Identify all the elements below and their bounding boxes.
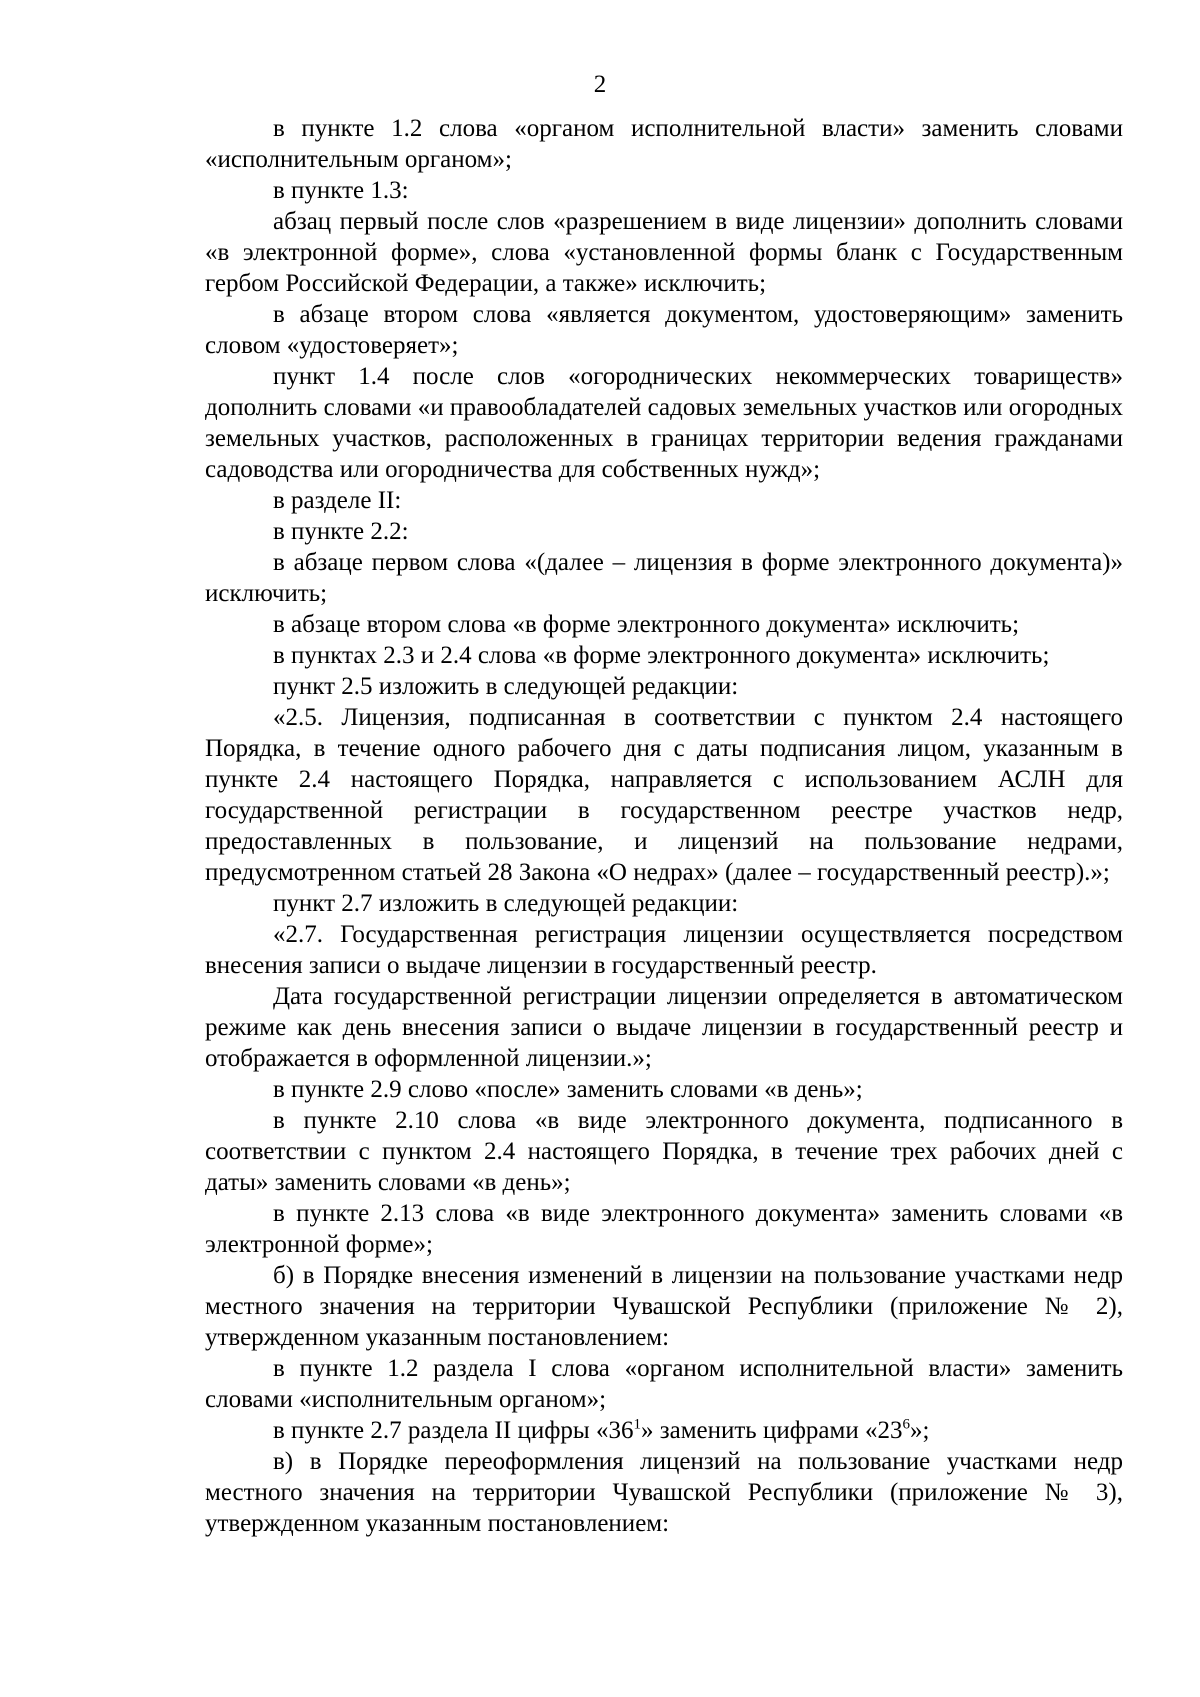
paragraph: в пункте 1.3: <box>273 177 409 204</box>
paragraph: в пункте 2.10 слова «в виде электронного документа, подписанного в соответствии с пунктом 2.4 настоящего Порядка, в течение трех рабочих дней с даты» заменить словами «в день»; <box>205 1107 1123 1196</box>
paragraph: в пункте 2.2: <box>273 518 409 545</box>
paragraph: в пункте 2.9 слово «после» заменить словами «в день»; <box>273 1076 863 1103</box>
paragraph: «2.7. Государственная регистрация лицензии осуществляется посредством внесения записи о выдаче лицензии в государственный реестр. <box>205 921 1123 979</box>
superscript-1: 1 <box>633 1416 641 1433</box>
paragraph: пункт 2.5 изложить в следующей редакции: <box>273 673 739 700</box>
digits-text-middle: » заменить цифрами «23 <box>640 1417 903 1444</box>
digits-paragraph <box>205 1415 1123 1446</box>
paragraph: в пунктах 2.3 и 2.4 слова «в форме электронного документа» исключить; <box>273 642 1050 669</box>
document-body <box>205 113 1123 1539</box>
paragraph: б) в Порядке внесения изменений в лицензии на пользование участками недр местного значения на территории Чувашской Республики (приложение № 2), утвержденном указанным постановлением: <box>205 1262 1123 1351</box>
superscript-6: 6 <box>902 1416 910 1433</box>
paragraph: в пункте 2.13 слова «в виде электронного документа» заменить словами «в электронной форме»; <box>205 1200 1123 1258</box>
paragraph: в пункте 1.2 слова «органом исполнительной власти» заменить словами «исполнительным органом»; <box>205 115 1123 173</box>
paragraph: в пункте 1.2 раздела I слова «органом исполнительной власти» заменить словами «исполнительным органом»; <box>205 1355 1123 1413</box>
paragraph: Дата государственной регистрации лицензии определяется в автоматическом режиме как день внесения записи о выдаче лицензии в государственный реестр и отображается в оформленной лицензии.»; <box>205 983 1123 1072</box>
paragraph: пункт 1.4 после слов «огороднических некоммерческих товариществ» дополнить словами «и правообладателей садовых земельных участков или огородных земельных участков, расположенных в границах территории ведения гражданами садоводства или огородничества для собственных нужд»; <box>205 363 1123 483</box>
paragraph: «2.5. Лицензия, подписанная в соответствии с пунктом 2.4 настоящего Порядка, в течение одного рабочего дня с даты подписания лицом, указанным в пункте 2.4 настоящего Порядка, направляется с использованием АСЛН для государственной регистрации в государственном реестре участков недр, предоставленных в пользование, и лицензий на пользование недрами, предусмотренном статьей 28 Закона «О недрах» (далее – государственный реестр).»; <box>205 704 1123 886</box>
paragraph: в абзаце втором слова «в форме электронного документа» исключить; <box>273 611 1020 638</box>
paragraph: в абзаце втором слова «является документом, удостоверяющим» заменить словом «удостоверяет»; <box>205 301 1123 359</box>
page-number: 2 <box>593 71 607 98</box>
digits-text-before: в пункте 2.7 раздела II цифры «36 <box>273 1417 634 1444</box>
paragraph: в разделе II: <box>273 487 402 514</box>
paragraph: пункт 2.7 изложить в следующей редакции: <box>273 890 739 917</box>
final-paragraph: в) в Порядке переоформления лицензий на пользование участками недр местного значения на территории Чувашской Республики (приложение № 3), утвержденном указанным постановлением: <box>205 1448 1123 1537</box>
digits-text-after: »; <box>909 1417 930 1444</box>
paragraph: абзац первый после слов «разрешением в виде лицензии» дополнить словами «в электронной форме», слова «установленной формы бланк с Государственным гербом Российской Федерации, а также» исключить; <box>205 208 1123 297</box>
paragraph: в абзаце первом слова «(далее – лицензия в форме электронного документа)» исключить; <box>205 549 1123 607</box>
